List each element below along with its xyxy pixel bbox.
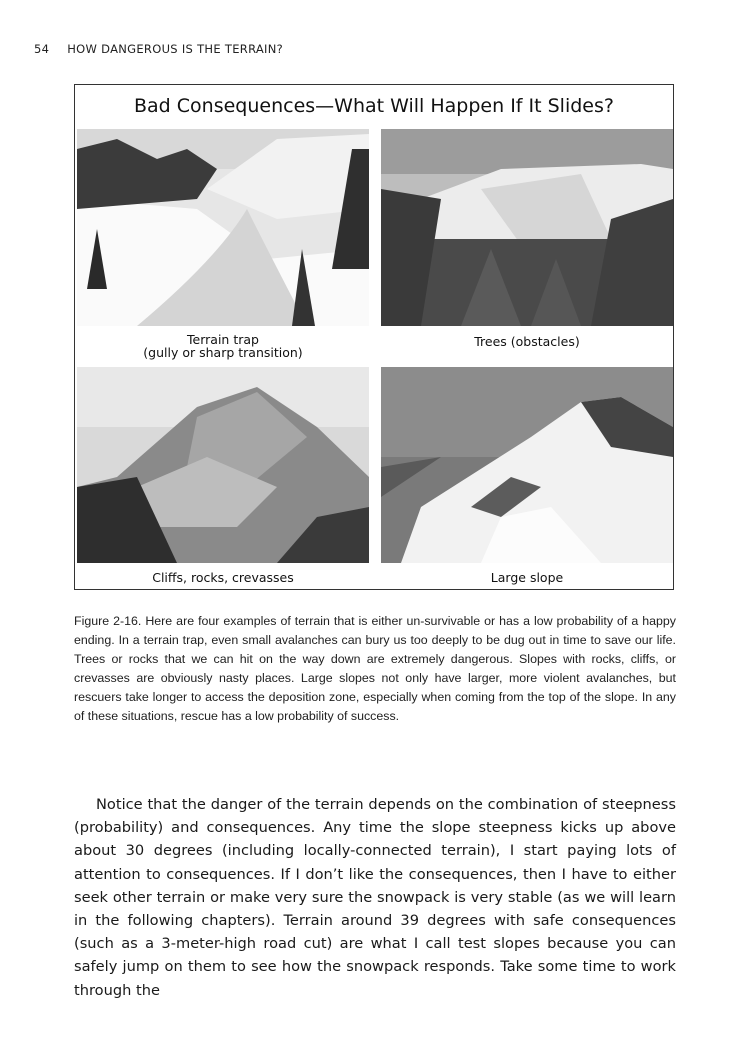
photo-caption-trees: Trees (obstacles) [474, 334, 580, 349]
caption-line: (gully or sharp transition) [143, 345, 303, 360]
caption-line: Terrain trap [187, 332, 259, 347]
figure-title: Bad Consequences—What Will Happen If It Slides? [134, 95, 614, 117]
running-head [34, 42, 283, 56]
photo-trees [381, 129, 673, 326]
photo-cliffs [77, 367, 369, 563]
figure-caption: Figure 2-16. Here are four examples of terrain that is either un-survivable or has a low probability of a happy ending. In a terrain trap, even small avalanches can bury us too deeply to be dug out in time to save our life. Trees or rocks that we can hit on the way down are extremely dangerous. Slopes with rocks, cliffs, or crevasses are obviously nasty places. Large slopes not only have larger, more violent avalanches, but rescuers take longer to access the deposition zone, especially when coming from the top of the slope. In any of these situations, rescue has a low probability of success. [74, 614, 676, 723]
photo-terrain-trap [77, 129, 369, 326]
photo-caption-cliffs: Cliffs, rocks, crevasses [152, 570, 294, 585]
page-number: 54 [34, 42, 50, 56]
photo-large-slope [381, 367, 673, 563]
figure-box [74, 84, 674, 590]
photo-caption-terrain-trap [77, 333, 369, 359]
photo-caption-large-slope: Large slope [490, 570, 564, 585]
running-title: HOW DANGEROUS IS THE TERRAIN? [67, 42, 284, 56]
body-paragraph: Notice that the danger of the terrain depends on the combination of steepness (probability) and consequences. Any time the slope steepness kicks up above about 30 degrees (including locally-connected terrain), I start paying lots of attention to consequences. If I don’t like the consequences, then I have to either seek other terrain or make very sure the snowpack is very stable (as we will learn in the following chapters). Terrain around 39 degrees with safe consequences (such as a 3-meter-high road cut) are what I call test slopes because you can safely jump on them to see how the snowpack responds. Take some time to work through the [74, 796, 676, 999]
